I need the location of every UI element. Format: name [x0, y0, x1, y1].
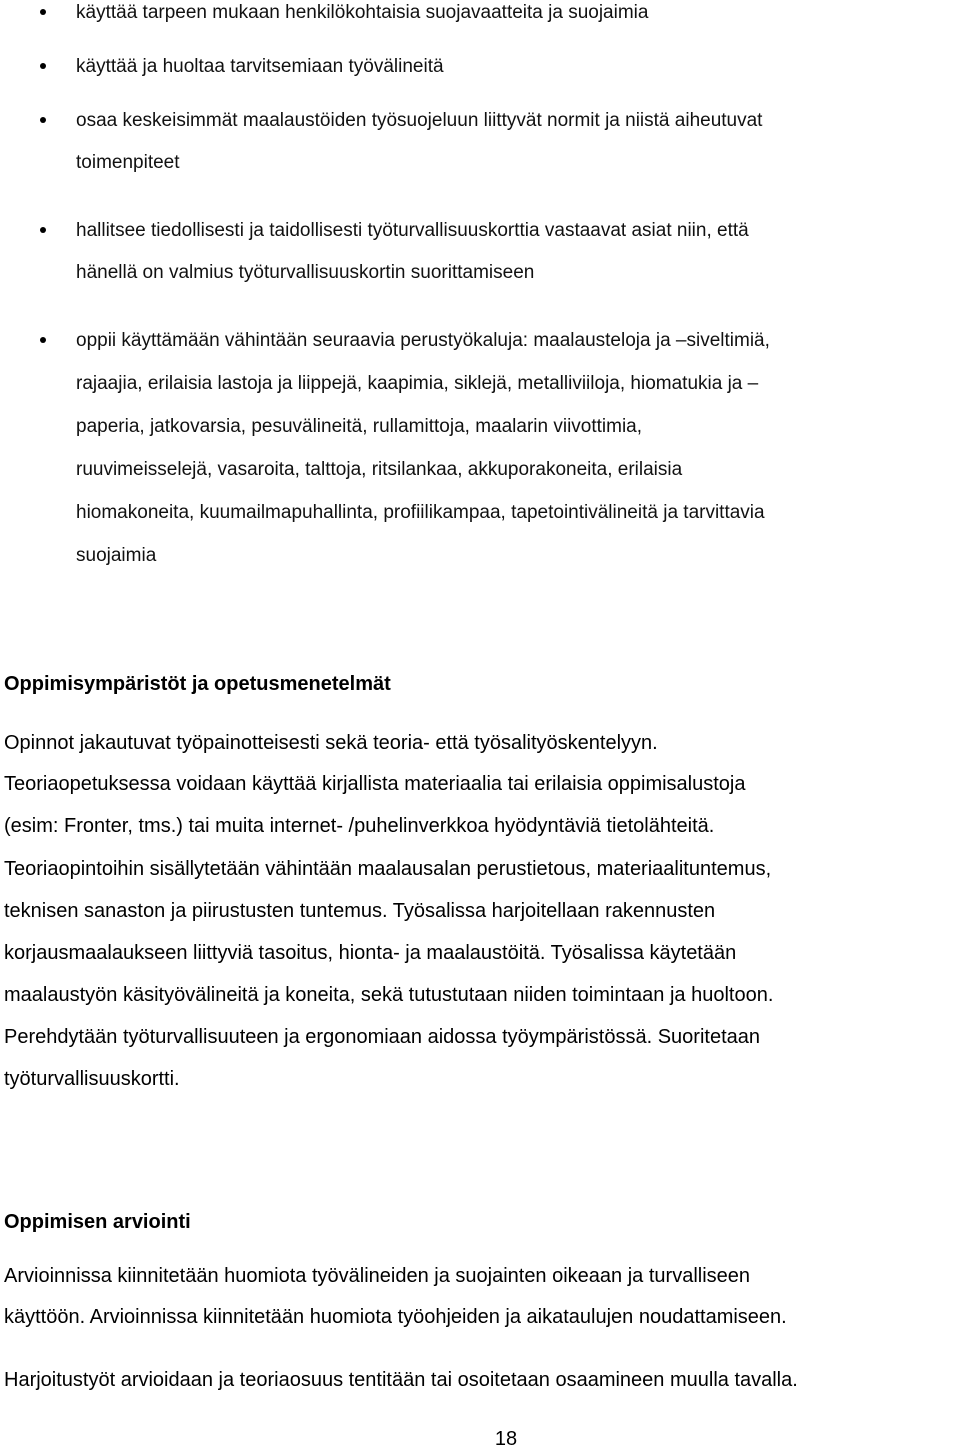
paragraph-line: maalaustyön käsityövälineitä ja koneita, sekä tutustutaan niiden toimintaan ja huoltoon.	[4, 984, 774, 1006]
list-item-text: ruuvimeisselejä, vasaroita, talttoja, ritsilankaa, akkuporakoneita, erilaisia	[76, 459, 683, 480]
paragraph-line: käyttöön. Arvioinnissa kiinnitetään huomiota työohjeiden ja aikataulujen noudattamiseen.	[4, 1306, 787, 1328]
bullet-icon	[40, 337, 46, 343]
list-item-text: käyttää tarpeen mukaan henkilökohtaisia suojavaatteita ja suojaimia	[76, 2, 649, 23]
list-item-text: osaa keskeisimmät maalaustöiden työsuojeluun liittyvät normit ja niistä aiheutuvat	[76, 110, 763, 131]
paragraph-line: (esim: Fronter, tms.) tai muita internet- /puhelinverkkoa hyödyntäviä tietolähteitä.	[4, 815, 715, 837]
list-item-text: käyttää ja huoltaa tarvitsemiaan työvälineitä	[76, 56, 444, 77]
paragraph-line: Harjoitustyöt arvioidaan ja teoriaosuus tentitään tai osoitetaan osaamineen muulla tavalla.	[4, 1369, 798, 1391]
list-item-text: rajaajia, erilaisia lastoja ja liippejä, kaapimia, siklejä, metalliviiloja, hiomatukia ja –	[76, 373, 759, 394]
paragraph-line: teknisen sanaston ja piirustusten tuntemus. Työsalissa harjoitellaan rakennusten	[4, 900, 716, 922]
page-number: 18	[494, 1428, 518, 1450]
paragraph-line: Arvioinnissa kiinnitetään huomiota työvälineiden ja suojainten oikeaan ja turvalliseen	[4, 1265, 751, 1287]
list-item-text: hänellä on valmius työturvallisuuskortin suorittamiseen	[76, 262, 535, 283]
list-item-text: hiomakoneita, kuumailmapuhallinta, profiilikampaa, tapetointivälineitä ja tarvittavia	[76, 502, 765, 523]
paragraph-line: Teoriaopintoihin sisällytetään vähintään maalausalan perustietous, materiaalituntemus,	[4, 858, 772, 880]
list-item-text: suojaimia	[76, 545, 157, 566]
list-item-text: paperia, jatkovarsia, pesuvälineitä, rullamittoja, maalarin viivottimia,	[76, 416, 643, 437]
section-heading: Oppimisen arviointi	[4, 1211, 191, 1233]
bullet-icon	[40, 63, 46, 69]
bullet-icon	[40, 227, 46, 233]
bullet-icon	[40, 9, 46, 15]
paragraph-line: Opinnot jakautuvat työpainotteisesti sekä teoria- että työsalityöskentelyyn.	[4, 732, 658, 754]
section-heading: Oppimisympäristöt ja opetusmenetelmät	[4, 673, 391, 695]
list-item-text: hallitsee tiedollisesti ja taidollisesti työturvallisuuskorttia vastaavat asiat niin, että	[76, 220, 749, 241]
paragraph-line: työturvallisuuskortti.	[4, 1068, 180, 1090]
paragraph-line: korjausmaalaukseen liittyviä tasoitus, hionta- ja maalaustöitä. Työsalissa käytetään	[4, 942, 737, 964]
paragraph-line: Teoriaopetuksessa voidaan käyttää kirjallista materiaalia tai erilaisia oppimisalustoja	[4, 773, 746, 795]
list-item-text: toimenpiteet	[76, 152, 180, 173]
list-item-text: oppii käyttämään vähintään seuraavia perustyökaluja: maalausteloja ja –siveltimiä,	[76, 330, 770, 351]
bullet-icon	[40, 117, 46, 123]
paragraph-line: Perehdytään työturvallisuuteen ja ergonomiaan aidossa työympäristössä. Suoritetaan	[4, 1026, 760, 1048]
